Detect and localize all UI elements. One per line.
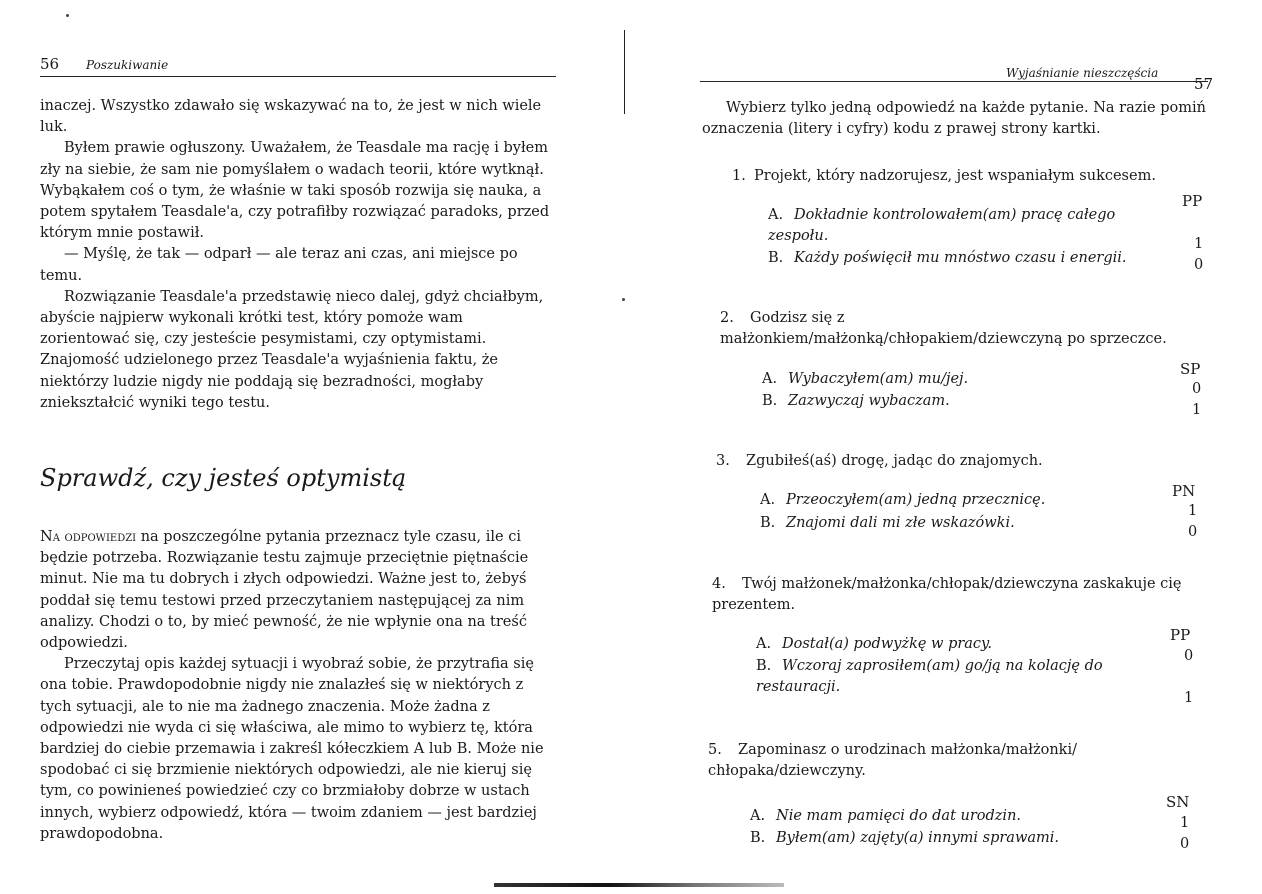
- answer-value: 1: [1192, 402, 1202, 418]
- left-running-head: Poszukiwanie: [86, 58, 169, 72]
- answer-value: 0: [1180, 836, 1190, 852]
- question-number: 2.: [720, 310, 734, 326]
- scoring-code: PP: [1182, 192, 1203, 210]
- answer-text: Dokładnie kontrolowałem(am) pracę całego zespołu.: [768, 207, 1116, 244]
- answer-letter: B.: [756, 658, 772, 674]
- answer-letter: B.: [760, 515, 776, 531]
- question-2: [720, 308, 1180, 350]
- answer-value: 1: [1184, 690, 1194, 706]
- answer-text: Zazwyczaj wybaczam.: [788, 393, 950, 409]
- answer-value: 1: [1194, 236, 1204, 252]
- answer-letter: A.: [750, 808, 766, 824]
- answer-letter: A.: [760, 492, 776, 508]
- answer-text: Przeoczyłem(am) jedną przecznicę.: [786, 492, 1046, 508]
- scoring-code: PP: [1170, 626, 1191, 644]
- answer-value: 0: [1188, 524, 1198, 540]
- question-5: [708, 740, 1178, 782]
- answer-letter: B.: [768, 250, 784, 266]
- paragraph: Przeczytaj opis każdej sytuacji i wyobraź sobie, że przytrafia się ona tobie. Prawdopodobnie nigdy nie znalazłeś się w niektórych z tych sytuacji, ale to nie ma żadnego znaczenia. Może żadna z odpowiedzi nie wyda ci się właściwa, ale mimo to wybierz tę, która bardziej do ciebie przemawia i zakreśl kółeczkiem A lub B. Może nie spodobać ci się brzmienie niektórych odpowiedzi, ale nie kieruj się tym, co powinieneś powiedzieć czy co brzmiałoby dobrze w ustach innych, wybierz odpowiedź, która — twoim zdaniem — jest bardziej prawdopodobna.: [40, 656, 544, 842]
- question-text: Zgubiłeś(aś) drogę, jadąc do znajomych.: [746, 453, 1043, 469]
- answer-value: 1: [1180, 815, 1190, 831]
- answer-a[interactable]: [756, 634, 1116, 655]
- answer-text: Nie mam pamięci do dat urodzin.: [776, 808, 1022, 824]
- left-body-section: [40, 527, 555, 845]
- answer-text: Znajomi dali mi złe wskazówki.: [786, 515, 1015, 531]
- scoring-code: SN: [1166, 793, 1190, 811]
- right-page: [640, 0, 1262, 894]
- left-body-top: [40, 96, 555, 414]
- answer-b[interactable]: [756, 656, 1116, 698]
- left-header-rule: [40, 76, 556, 77]
- scan-edge-mark: [494, 883, 784, 887]
- question-1: [732, 166, 1202, 187]
- answer-a[interactable]: [760, 490, 1140, 511]
- paragraph-rest: na poszczególne pytania przeznacz tyle czasu, ile ci będzie potrzeba. Rozwiązanie testu zajmuje przeciętnie piętnaście minut. Nie ma tu dobrych i złych odpowiedzi. Ważne jest to, żebyś poddał się temu testowi przed przeczytaniem następującej za nim analizy. Chodzi o to, by mieć pewność, że nie wpłynie ona na treść odpowiedzi.: [40, 529, 529, 652]
- paragraph: — Myślę, że tak — odparł — ale teraz ani czas, ani miejsce po temu.: [40, 246, 518, 284]
- question-3: [716, 451, 1186, 472]
- question-text: Twój małżonek/małżonka/chłopak/dziewczyna zaskakuje cię prezentem.: [712, 576, 1182, 613]
- left-page-number: 56: [40, 55, 60, 73]
- lead-small-caps: Na odpowiedzi: [40, 529, 137, 545]
- scoring-code: PN: [1172, 482, 1196, 500]
- answer-text: Dostał(a) podwyżkę w pracy.: [782, 636, 992, 652]
- answer-a[interactable]: [750, 806, 1130, 827]
- answer-value: 1: [1188, 503, 1198, 519]
- answer-value: 0: [1184, 648, 1194, 664]
- question-text: Godzisz się z małżonkiem/małżonką/chłopakiem/dziewczyną po sprzeczce.: [720, 310, 1167, 347]
- answer-letter: B.: [750, 830, 766, 846]
- answer-text: Wybaczyłem(am) mu/jej.: [788, 371, 969, 387]
- instructions: [702, 98, 1222, 140]
- answer-letter: B.: [762, 393, 778, 409]
- answer-text: Wczoraj zaprosiłem(am) go/ją na kolację do restauracji.: [756, 658, 1103, 695]
- answer-b[interactable]: [750, 828, 1130, 849]
- answer-a[interactable]: [762, 369, 1142, 390]
- gutter-mark: [624, 30, 625, 114]
- paragraph: inaczej. Wszystko zdawało się wskazywać na to, że jest w nich wiele luk.: [40, 98, 542, 136]
- question-number: 1.: [732, 168, 746, 184]
- right-page-number: 57: [1194, 75, 1214, 93]
- paragraph: Rozwiązanie Teasdale'a przedstawię nieco dalej, gdyż chciałbym, abyście najpierw wykonali krótki test, który pomoże wam zorientować się, czy jesteście pesymistami, czy optymistami. Znajomość udzielonego przez Teasdale'a wyjaśnienia faktu, że niektórzy ludzie nigdy nie poddają się bezradności, mogłaby zniekształcić wyniki tego testu.: [40, 288, 544, 411]
- question-4: [712, 574, 1182, 616]
- speck: [66, 14, 69, 17]
- answer-letter: A.: [762, 371, 778, 387]
- answer-text: Każdy poświęcił mu mnóstwo czasu i energii.: [794, 250, 1127, 266]
- right-running-head: Wyjaśnianie nieszczęścia: [1006, 66, 1159, 80]
- question-number: 4.: [712, 576, 726, 592]
- scoring-code: SP: [1180, 360, 1201, 378]
- answer-b[interactable]: [760, 513, 1140, 534]
- question-number: 3.: [716, 453, 730, 469]
- answer-value: 0: [1194, 257, 1204, 273]
- question-text: Projekt, który nadzorujesz, jest wspaniałym sukcesem.: [754, 168, 1156, 184]
- paragraph: Byłem prawie ogłuszony. Uważałem, że Teasdale ma rację i byłem zły na siebie, że sam nie pomyślałem o wadach teorii, które wytknął. Wybąkałem coś o tym, że właśnie w taki sposób rozwija się nauka, a potem spytałem Teasdale'a, czy potrafiłby rozwiązać paradoks, przed którym mnie postawił.: [40, 140, 550, 242]
- answer-b[interactable]: [768, 248, 1168, 269]
- answer-value: 0: [1192, 381, 1202, 397]
- answer-letter: A.: [768, 207, 784, 223]
- answer-b[interactable]: [762, 391, 1142, 412]
- answer-text: Byłem(am) zajęty(a) innymi sprawami.: [776, 830, 1059, 846]
- section-title: Sprawdź, czy jesteś optymistą: [40, 464, 407, 492]
- instructions-text: Wybierz tylko jedną odpowiedź na każde pytanie. Na razie pomiń oznaczenia (litery i cyfry) kodu z prawej strony kartki.: [702, 100, 1206, 137]
- paragraph: [40, 527, 555, 654]
- speck: [622, 298, 625, 301]
- answer-a[interactable]: [768, 205, 1148, 247]
- left-page: [0, 0, 600, 894]
- right-header-rule: [700, 81, 1208, 82]
- question-number: 5.: [708, 742, 722, 758]
- question-text: Zapominasz o urodzinach małżonka/małżonki/ chłopaka/dziewczyny.: [708, 742, 1077, 779]
- answer-letter: A.: [756, 636, 772, 652]
